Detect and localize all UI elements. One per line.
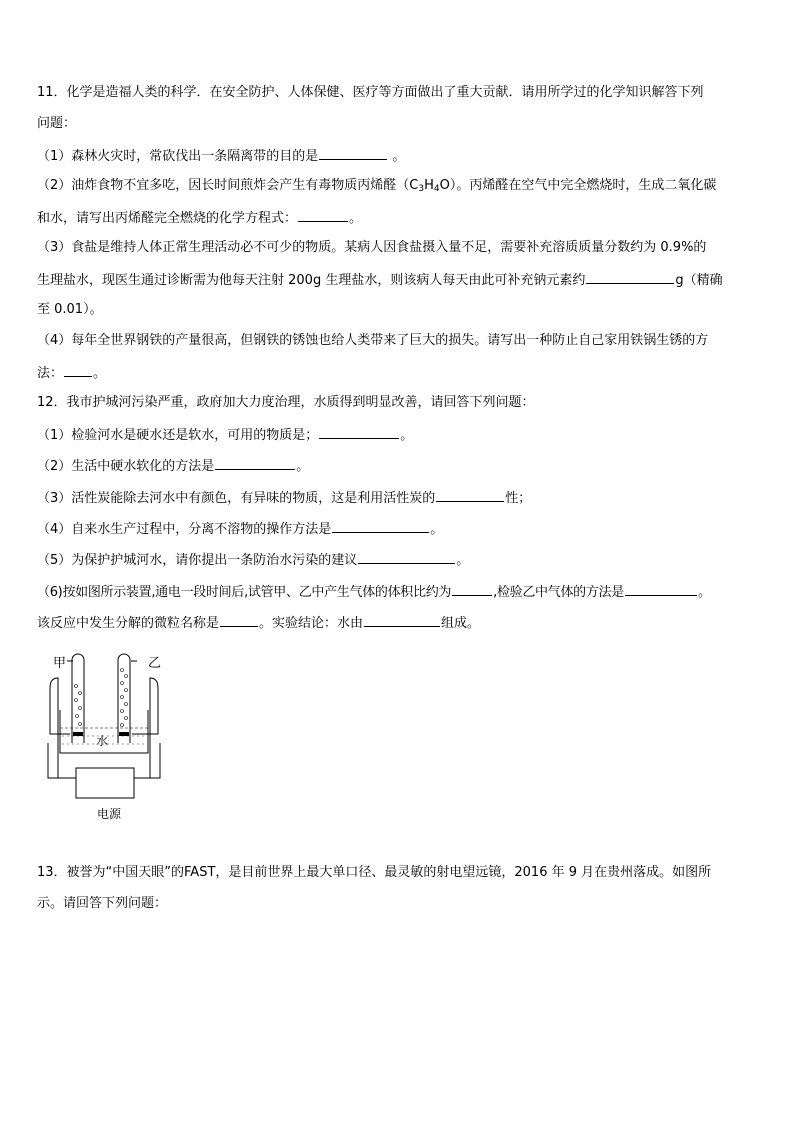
q11-part1 bbox=[37, 146, 405, 166]
q11-part4-line2 bbox=[37, 363, 106, 383]
q12-stem: 12．我市护城河污染严重，政府加大力度治理，水质得到明显改善，请回答下列问题： bbox=[37, 395, 535, 410]
q11-part1-text: （1）森林火灾时，常砍伐出一条隔离带的目的是 bbox=[37, 149, 319, 164]
q13-stem-line1: 13．被誉为“中国天眼”的FAST，是目前世界上最大单口径、最灵敏的射电望远镜，2016 年 9 月在贵州落成。如图所 bbox=[37, 865, 712, 880]
answer-blank[interactable] bbox=[220, 613, 258, 627]
q11-part4: （4）每年全世界钢铁的产量很高，但钢铁的锈蚀也给人类带来了巨大的损失。请写出一种防止自己家用铁锅生锈的方 bbox=[37, 333, 709, 348]
tube-label-left: 甲 bbox=[53, 656, 67, 671]
q11-part4-line2-end: 。 bbox=[93, 366, 107, 381]
q11-part3-line2-text: 生理盐水，现医生通过诊断需为他每天注射 200g 生理盐水，则该病人每天由此可补充钠元素约 bbox=[37, 273, 586, 288]
q11-part3-line2-end: g（精确 bbox=[675, 273, 723, 288]
q11-part2 bbox=[37, 177, 716, 198]
electrolysis-diagram bbox=[40, 648, 180, 828]
q12-part6-line2-text-cont: 。实验结论：水由 bbox=[259, 616, 364, 631]
q12-part1-end: 。 bbox=[400, 428, 414, 443]
electrolysis-apparatus-figure bbox=[40, 648, 180, 828]
q11-part2-text-cont: O）。丙烯醛在空气中完全燃烧时，生成二氧化碳 bbox=[439, 178, 717, 193]
answer-blank[interactable] bbox=[358, 550, 455, 564]
subscript: 3 bbox=[418, 184, 425, 194]
q12-part6-line2 bbox=[37, 613, 480, 633]
answer-blank[interactable] bbox=[215, 456, 295, 470]
q12-part4-end: 。 bbox=[430, 522, 444, 537]
q11-part2-line2-text: 和水，请写出丙烯醛完全燃烧的化学方程式： bbox=[37, 211, 298, 226]
q12-part2-text: （2）生活中硬水软化的方法是 bbox=[37, 459, 215, 474]
answer-blank[interactable] bbox=[364, 613, 440, 627]
answer-blank[interactable] bbox=[452, 582, 492, 596]
answer-blank[interactable] bbox=[332, 519, 429, 533]
answer-blank[interactable] bbox=[586, 270, 674, 284]
q11-part2-line2 bbox=[37, 208, 362, 228]
answer-blank[interactable] bbox=[298, 208, 348, 222]
subscript: 4 bbox=[433, 184, 440, 194]
answer-blank[interactable] bbox=[625, 582, 697, 596]
q11-stem-line1: 11．化学是造福人类的科学．在安全防护、人体保健、医疗等方面做出了重大贡献．请用所学过的化学知识解答下列 bbox=[37, 85, 704, 100]
q11-stem-line2: 问题： bbox=[37, 116, 77, 131]
q12-part3-text: （3）活性炭能除去河水中有颜色，有异味的物质，这是利用活性炭的 bbox=[37, 491, 436, 506]
q12-part3 bbox=[37, 488, 531, 508]
q12-part4-text: （4）自来水生产过程中，分离不溶物的操作方法是 bbox=[37, 522, 332, 537]
answer-blank[interactable] bbox=[319, 425, 399, 439]
q11-part2-formula: H bbox=[424, 178, 434, 193]
power-source-label: 电源 bbox=[97, 807, 122, 821]
q11-part1-end: 。 bbox=[388, 149, 406, 164]
q13-stem-line2: 示。请回答下列问题： bbox=[37, 896, 168, 911]
q11-part3: （3）食盐是维持人体正常生理活动必不可少的物质。某病人因食盐摄入量不足，需要补充溶质质量分数约为 0.9%的 bbox=[37, 240, 707, 255]
q11-part2-text: （2）油炸食物不宜多吃，因长时间煎炸会产生有毒物质丙烯醛（C bbox=[37, 178, 419, 193]
tube-label-right: 乙 bbox=[148, 656, 162, 671]
q11-part2-line2-end: 。 bbox=[349, 211, 363, 226]
q12-part6-end: 。 bbox=[697, 585, 711, 600]
q12-part6 bbox=[37, 582, 711, 602]
q11-part4-line2-text: 法： bbox=[37, 366, 64, 381]
q12-part6-text-cont: ,检验乙中气体的方法是 bbox=[493, 585, 624, 600]
q12-part6-text: （6)按如图所示装置,通电一段时间后,试管甲、乙中产生气体的体积比约为 bbox=[37, 585, 452, 600]
answer-blank[interactable] bbox=[436, 488, 504, 502]
q12-part3-end: 性； bbox=[505, 491, 532, 506]
answer-blank[interactable] bbox=[64, 363, 92, 377]
q12-part1-text: （1）检验河水是硬水还是软水，可用的物质是； bbox=[37, 428, 319, 443]
q12-part4 bbox=[37, 519, 443, 539]
q12-part2 bbox=[37, 456, 309, 476]
q12-part5 bbox=[37, 550, 469, 570]
q12-part6-line2-end: 组成。 bbox=[441, 616, 481, 631]
q12-part6-line2-text: 该反应中发生分解的微粒名称是 bbox=[37, 616, 220, 631]
q12-part2-end: 。 bbox=[296, 459, 310, 474]
q12-part5-end: 。 bbox=[456, 553, 470, 568]
q11-part3-line3: 至 0.01）。 bbox=[37, 302, 103, 317]
water-label: 水 bbox=[96, 734, 109, 748]
q12-part1 bbox=[37, 425, 413, 445]
q12-part5-text: （5）为保护护城河水，请你提出一条防治水污染的建议 bbox=[37, 553, 358, 568]
q11-part3-line2 bbox=[37, 270, 723, 290]
answer-blank[interactable] bbox=[319, 146, 387, 160]
